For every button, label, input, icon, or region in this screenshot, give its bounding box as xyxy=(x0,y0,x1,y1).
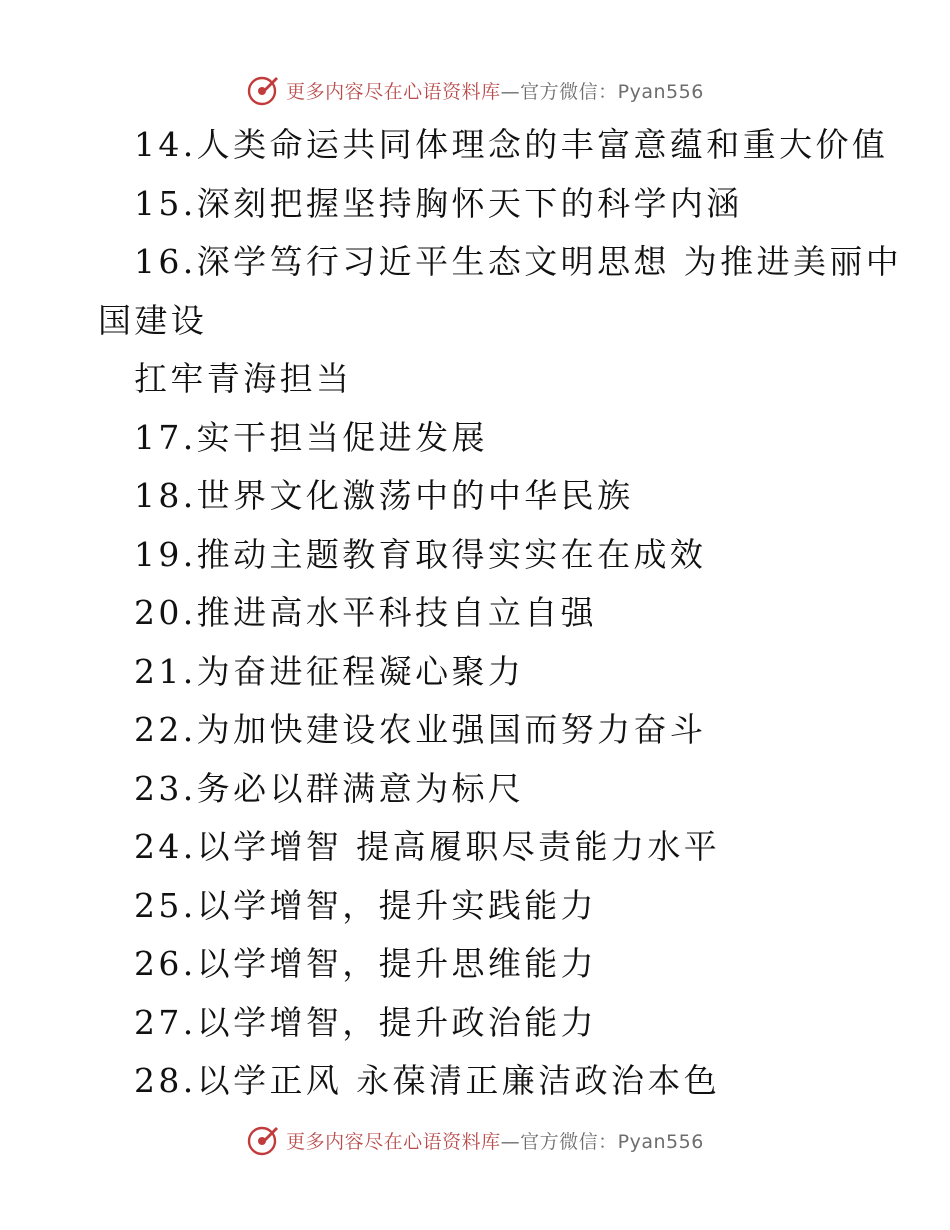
footer-banner-text: 更多内容尽在心语资料库—官方微信：Pyan556 xyxy=(286,1130,704,1153)
list-item: 21.为奋进征程凝心聚力 xyxy=(134,651,525,691)
list-item: 26.以学增智，提升思维能力 xyxy=(134,944,598,983)
header-banner-text: 更多内容尽在心语资料库—官方微信：Pyan556 xyxy=(286,80,704,103)
list-item: 15.深刻把握坚持胸怀天下的科学内涵 xyxy=(134,183,743,223)
document-body xyxy=(0,116,950,1111)
list-item: 17.实干担当促进发展 xyxy=(134,417,488,457)
list-item: 28.以学正风 永葆清正廉洁政治本色 xyxy=(134,1061,721,1100)
list-item: 27.以学增智，提升政治能力 xyxy=(134,1002,598,1042)
list-item: 18.世界文化激荡中的中华民族 xyxy=(134,476,634,515)
pen-circle-logo-icon xyxy=(246,73,280,107)
list-item: 24.以学增智 提高履职尽责能力水平 xyxy=(134,827,721,866)
list-item: 20.推进高水平科技自立自强 xyxy=(134,593,598,632)
footer-banner xyxy=(0,1120,950,1160)
list-item: 19.推动主题教育取得实实在在成效 xyxy=(134,534,707,574)
list-item: 14.人类命运共同体理念的丰富意蕴和重大价值 xyxy=(134,125,889,164)
pen-circle-logo-icon xyxy=(246,1123,280,1157)
list-item: 16.深学笃行习近平生态文明思想 为推进美丽中 xyxy=(134,242,903,281)
list-item: 23.务必以群满意为标尺 xyxy=(134,768,525,808)
list-item: 25.以学增智，提升实践能力 xyxy=(134,885,598,925)
list-item-continuation: 扛牢青海担当 xyxy=(134,359,353,398)
list-item: 22.为加快建设农业强国而努力奋斗 xyxy=(134,710,707,749)
list-item-continuation: 国建设 xyxy=(98,300,208,340)
header-banner xyxy=(0,70,950,110)
